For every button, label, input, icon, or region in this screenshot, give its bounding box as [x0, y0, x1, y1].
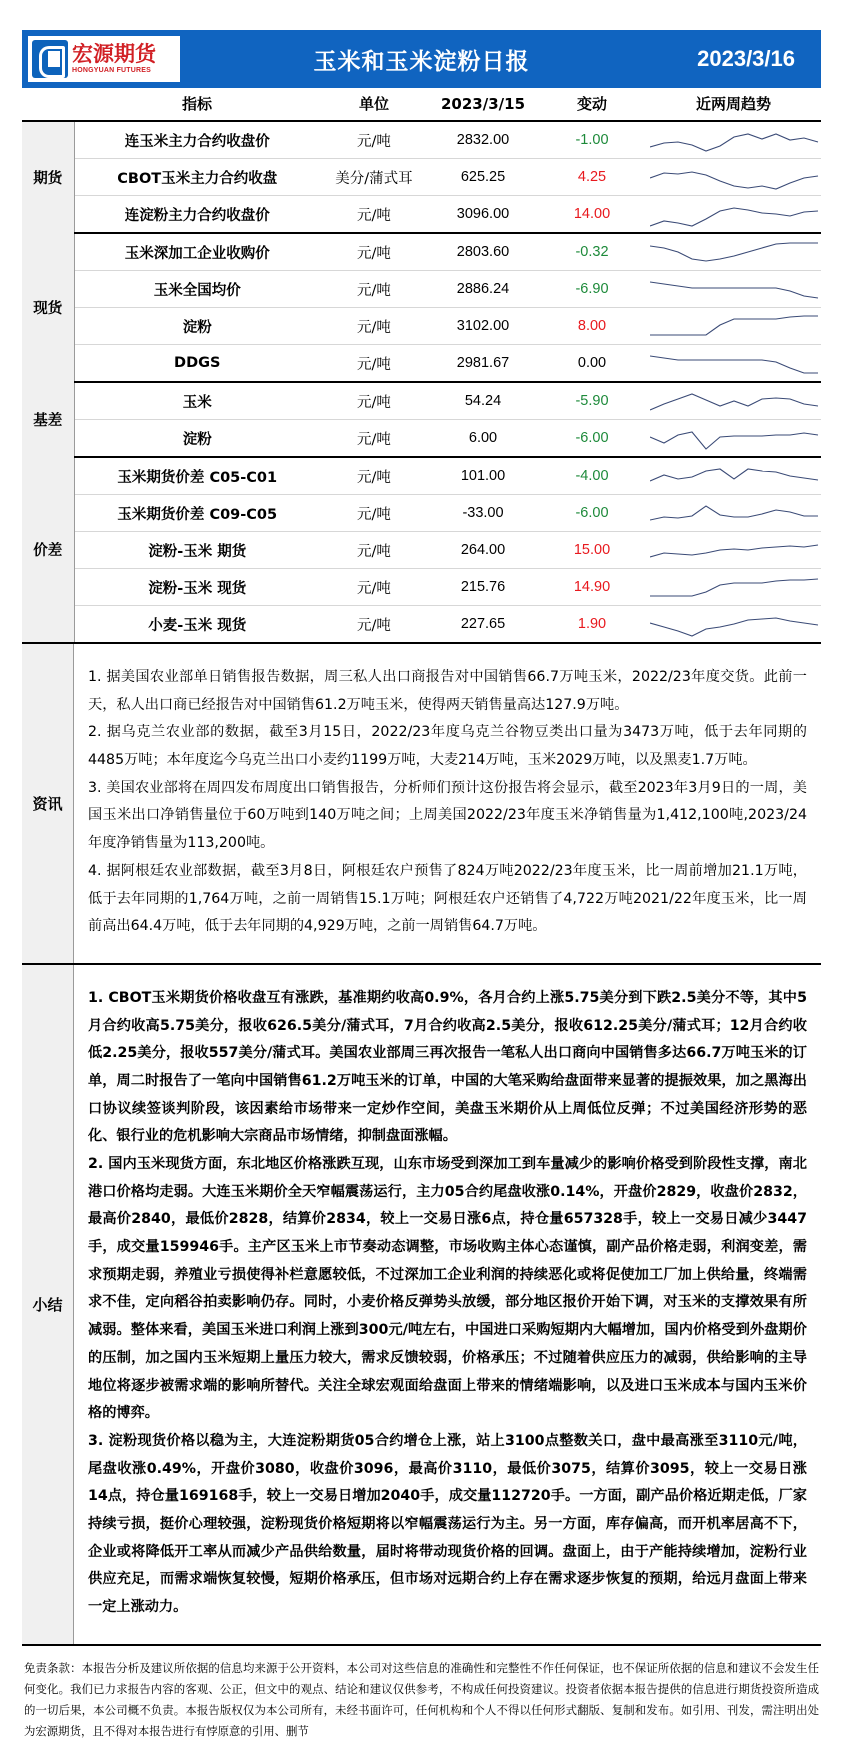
report-header [22, 30, 821, 88]
table-row [22, 345, 821, 383]
indicator-value: 54.24 [428, 382, 538, 420]
table-row [22, 569, 821, 606]
indicator-unit: 元/吨 [320, 382, 428, 420]
indicator-name: 连玉米主力合约收盘价 [74, 121, 320, 159]
indicator-name: 玉米 [74, 382, 320, 420]
indicator-change: 1.90 [538, 606, 646, 644]
indicator-name: 玉米期货价差 C05-C01 [74, 457, 320, 495]
paragraph: 3. 淀粉现货价格以稳为主，大连淀粉期货05合约增仓上涨，站上3100点整数关口，盘中最高涨至3110元/吨，尾盘收涨0.49%，开盘价3080，收盘价3096，最高价3110，最低价3075，结算价3095，较上一交易日涨14点，持仓量169168手，较上一交易日增加2040手，成交量112720手。一方面，副产品价格近期走低，厂家持续亏损，挺价心理较强，淀粉现货价格短期将以窄幅震荡运行为主。另一方面，库存偏高，而开机率居高不下，企业或将降低开工率从而减少产品供给数量，届时将带动现货价格的回调。盘面上，由于产能持续增加，淀粉行业供应充足，而需求端恢复较慢，短期价格承压，但市场对远期合约上存在需求逐步恢复的预期，给远月盘面上带来一定上涨动力。 [88, 1432, 807, 1615]
paragraph: 1. CBOT玉米期货价格收盘互有涨跌，基准期约收高0.9%，各月合约上涨5.75美分到下跌2.5美分不等，其中5月合约收高5.75美分，报收626.5美分/蒲式耳，7月合约收高2.5美分，报收612.25美分/蒲式耳；12月合约收低2.25美分，报收557美分/蒲式耳。美国农业部周三再次报告一笔私人出口商向中国销售多达66.7万吨玉米的订单，周二时报告了一笔向中国销售61.2万吨玉米的订单，中国的大笔采购给盘面带来显著的提振效果，加之黑海出口协议续签谈判阶段，该因素给市场带来一定炒作空间，美盘玉米期价从上周低位反弹；不过美国经济形势的恶化、银行业的危机影响大宗商品市场情绪，抑制盘面涨幅。 [88, 989, 807, 1145]
indicator-value: 6.00 [428, 420, 538, 458]
trend-sparkline [646, 159, 821, 196]
indicator-name: 小麦-玉米 现货 [74, 606, 320, 644]
indicator-change: 15.00 [538, 532, 646, 569]
trend-sparkline [646, 420, 821, 458]
col-change: 变动 [538, 88, 646, 121]
trend-sparkline [646, 606, 821, 644]
summary-body [74, 965, 821, 1644]
indicator-unit: 元/吨 [320, 271, 428, 308]
company-logo [28, 36, 180, 82]
indicator-value: 264.00 [428, 532, 538, 569]
table-row [22, 532, 821, 569]
trend-sparkline [646, 345, 821, 383]
indicator-name: 玉米全国均价 [74, 271, 320, 308]
indicator-value: 2803.60 [428, 233, 538, 271]
indicator-value: 3096.00 [428, 196, 538, 234]
logo-text [72, 44, 156, 74]
indicator-change: 8.00 [538, 308, 646, 345]
indicator-value: 625.25 [428, 159, 538, 196]
indicator-unit: 元/吨 [320, 420, 428, 458]
indicator-name: DDGS [74, 345, 320, 383]
news-block [22, 644, 821, 965]
news-body [74, 644, 821, 963]
logo-name-en: HONGYUAN FUTURES [72, 67, 152, 74]
indicator-unit: 元/吨 [320, 233, 428, 271]
indicator-name: 连淀粉主力合约收盘价 [74, 196, 320, 234]
indicator-unit: 元/吨 [320, 606, 428, 644]
indicator-unit: 元/吨 [320, 308, 428, 345]
indicator-name: 淀粉 [74, 308, 320, 345]
trend-sparkline [646, 382, 821, 420]
indicator-change: -4.00 [538, 457, 646, 495]
summary-block [22, 965, 821, 1646]
indicator-change: -6.00 [538, 495, 646, 532]
page-title: 玉米和玉米淀粉日报 [313, 48, 530, 75]
table-row [22, 382, 821, 420]
table-row [22, 271, 821, 308]
indicator-name: 淀粉-玉米 现货 [74, 569, 320, 606]
indicator-value: 2886.24 [428, 271, 538, 308]
table-row [22, 495, 821, 532]
trend-sparkline [646, 308, 821, 345]
indicator-change: -6.90 [538, 271, 646, 308]
trend-sparkline [646, 532, 821, 569]
trend-sparkline [646, 121, 821, 159]
indicator-value: 2832.00 [428, 121, 538, 159]
col-trend: 近两周趋势 [646, 88, 821, 121]
disclaimer-text: 免责条款：本报告分析及建议所依据的信息均来源于公开资料，本公司对这些信息的准确性和完整性不作任何保证，也不保证所依据的信息和建议不会发生任何变化。我们已力求报告内容的客观、公正，但文中的观点、结论和建议仅供参考，不构成任何投资建议。投资者依据本报告提供的信息进行期货投资所造成的一切后果，本公司概不负责。本报告版权仅为本公司所有，未经书面许可，任何机构和个人不得以任何形式翻版、复制和发布。如引用、刊发，需注明出处为宏源期货，且不得对本报告进行有悖原意的引用、删节 [24, 1660, 819, 1738]
indicator-unit: 元/吨 [320, 532, 428, 569]
trend-sparkline [646, 233, 821, 271]
indicator-name: 淀粉-玉米 期货 [74, 532, 320, 569]
col-indicator: 指标 [74, 88, 320, 121]
indicator-name: 玉米深加工企业收购价 [74, 233, 320, 271]
paragraph: 1. 据美国农业部单日销售报告数据，周三私人出口商报告对中国销售66.7万吨玉米，2022/23年度交货。此前一天，私人出口商已经报告对中国销售61.2万吨玉米，使得两天销售量高达127.9万吨。 [88, 669, 807, 713]
row-group-label: 现货 [22, 233, 74, 382]
indicator-unit: 元/吨 [320, 196, 428, 234]
table-header-row [22, 88, 821, 121]
col-group [22, 88, 74, 121]
paragraph: 4. 据阿根廷农业部数据，截至3月8日，阿根廷农户预售了824万吨2022/23年度玉米，比一周前增加21.1万吨，低于去年同期的1,764万吨，之前一周销售15.1万吨；阿根廷农户还销售了4,722万吨2021/22年度玉米，比一周前高出64.4万吨，低于去年同期的4,929万吨，之前一周销售64.7万吨。 [88, 862, 807, 935]
summary-label: 小结 [22, 965, 74, 1644]
indicator-value: -33.00 [428, 495, 538, 532]
paragraph: 2. 据乌克兰农业部的数据，截至3月15日，2022/23年度乌克兰谷物豆类出口量为3473万吨，低于去年同期的4485万吨；本年度迄今乌克兰出口小麦约1199万吨，大麦214万吨，玉米2029万吨，以及黑麦1.7万吨。 [88, 724, 807, 769]
col-unit: 单位 [320, 88, 428, 121]
indicator-value: 3102.00 [428, 308, 538, 345]
trend-sparkline [646, 271, 821, 308]
indicator-change: 14.90 [538, 569, 646, 606]
indicator-value: 215.76 [428, 569, 538, 606]
paragraph: 2. 国内玉米现货方面，东北地区价格涨跌互现，山东市场受到深加工到车量减少的影响价格受到阶段性支撑，南北港口价格均走弱。大连玉米期价全天窄幅震荡运行，主力05合约尾盘收涨0.14%，开盘价2829，收盘价2832，最高价2840，最低价2828，结算价2834，较上一交易日涨6点，持仓量657328手，较上一交易日减少3447手，成交量159946手。主产区玉米上市节奏动态调整，市场收购主体心态谨慎，副产品价格走弱，利润变差，需求预期走弱，养殖业亏损使得补栏意愿较低，不过深加工企业利润的持续恶化或将促使加工厂加上供给量，终端需求不佳，定向稻谷拍卖影响仍存。同时，小麦价格反弹势头放缓，部分地区报价开始下调，对玉米的支撑效果有所减弱。整体来看，美国玉米进口利润上涨到300元/吨左右，中国进口采购短期内大幅增加，国内价格受到外盘期价的压制，加之国内玉米短期上量压力较大，需求反馈较弱，价格承压；不过随着供应压力的减弱，供给影响的主导地位将逐步被需求端的影响所替代。关注全球宏观面给盘面上带来的情绪端影响，以及进口玉米成本与国内玉米价格的博弈。 [88, 1156, 807, 1422]
trend-sparkline [646, 196, 821, 234]
indicator-unit: 元/吨 [320, 345, 428, 383]
indicator-unit: 元/吨 [320, 495, 428, 532]
indicator-value: 101.00 [428, 457, 538, 495]
table-row [22, 606, 821, 644]
indicator-name: CBOT玉米主力合约收盘 [74, 159, 320, 196]
trend-sparkline [646, 495, 821, 532]
indicator-unit: 元/吨 [320, 121, 428, 159]
indicator-unit: 元/吨 [320, 457, 428, 495]
indicator-change: 14.00 [538, 196, 646, 234]
trend-sparkline [646, 457, 821, 495]
indicator-value: 227.65 [428, 606, 538, 644]
logo-mark-icon [32, 40, 68, 78]
indicator-change: 0.00 [538, 345, 646, 383]
table-row [22, 420, 821, 458]
row-group-label: 价差 [22, 457, 74, 643]
indicator-name: 玉米期货价差 C09-C05 [74, 495, 320, 532]
indicator-change: -5.90 [538, 382, 646, 420]
table-row [22, 159, 821, 196]
indicator-change: -0.32 [538, 233, 646, 271]
indicator-value: 2981.67 [428, 345, 538, 383]
indicator-unit: 美分/蒲式耳 [320, 159, 428, 196]
table-row [22, 121, 821, 159]
table-row [22, 233, 821, 271]
indicator-change: -6.00 [538, 420, 646, 458]
row-group-label: 基差 [22, 382, 74, 457]
row-group-label: 期货 [22, 121, 74, 233]
table-row [22, 308, 821, 345]
table-body [22, 121, 821, 643]
indicator-unit: 元/吨 [320, 569, 428, 606]
trend-sparkline [646, 569, 821, 606]
indicator-name: 淀粉 [74, 420, 320, 458]
col-value: 2023/3/15 [428, 88, 538, 121]
logo-name-cn: 宏源期货 [72, 42, 156, 66]
news-label: 资讯 [22, 644, 74, 963]
table-row [22, 196, 821, 234]
indicator-change: 4.25 [538, 159, 646, 196]
paragraph: 3. 美国农业部将在周四发布周度出口销售报告，分析师们预计这份报告将会显示，截至2023年3月9日的一周，美国玉米出口净销售量位于60万吨到140万吨之间；上周美国2022/23年度玉米净销售量为1,412,100吨,2023/24年度净销售量为113,200吨。 [88, 779, 807, 852]
table-row [22, 457, 821, 495]
market-data-table [22, 88, 821, 644]
indicator-change: -1.00 [538, 121, 646, 159]
report-date: 2023/3/16 [697, 46, 795, 71]
